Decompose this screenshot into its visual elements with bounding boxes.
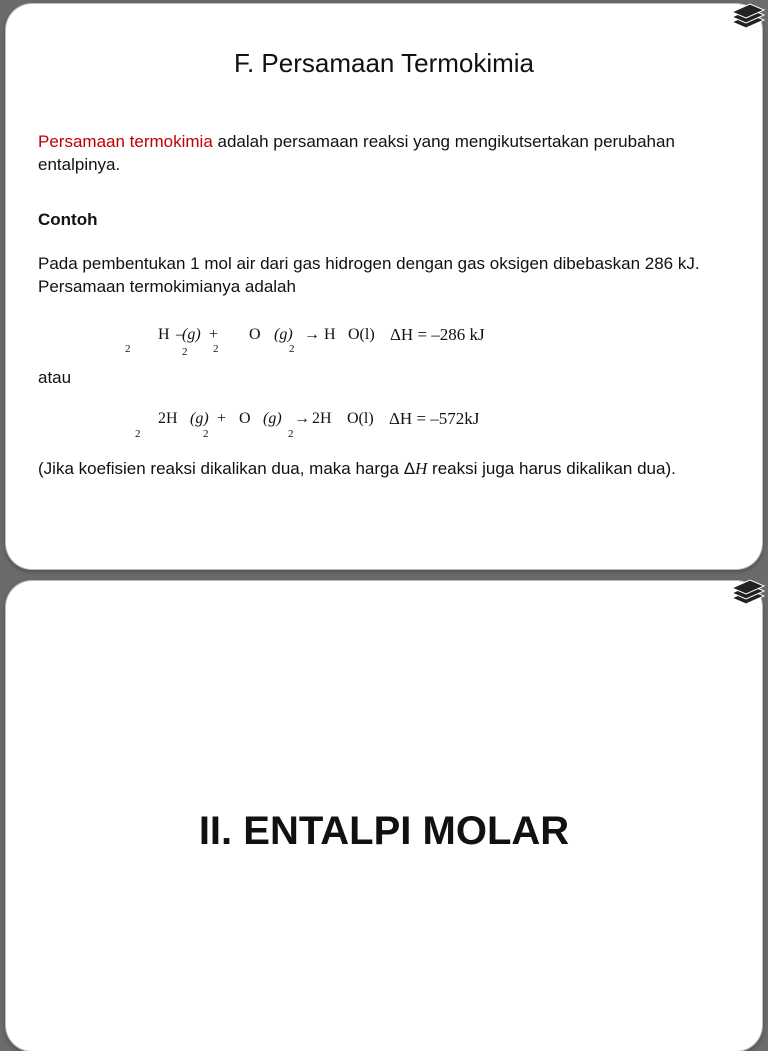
eq2-sub-o2: 2 [288,428,294,440]
eq1-sub-h2o: 2 [289,343,295,355]
note-delta: Δ [403,459,416,478]
eq1-g2: (g) [274,326,293,343]
books-icon [728,2,768,30]
eq2-sub-h2: 2 [203,428,209,440]
example-text: Pada pembentukan 1 mol air dari gas hidrogen dengan gas oksigen dibebaskan 286 kJ. Persamaan termokimianya adalah [38,254,700,296]
eq1-o: O [249,326,261,343]
definition-text: adalah persamaan reaksi yang mengikutsertakan perubahan entalpinya. [38,132,675,174]
eq2-plus: + [217,410,227,427]
note-after: reaksi juga harus dikalikan dua). [427,459,676,478]
slide-persamaan-termokimia [6,4,762,569]
eq1-delta-h: ΔH = –286 kJ [390,325,485,344]
eq1-ol: O(l) [348,326,375,343]
slide-entalpi-molar [6,581,762,1051]
equation-1 [6,322,762,362]
eq2-g1: (g) [190,410,209,427]
note-before: (Jika koefisien reaksi dikalikan dua, maka harga [38,459,404,478]
eq2-sub-left: 2 [135,428,141,440]
eq2-ol: O(l) [347,410,374,427]
eq1-sub-h2: 2 [182,346,188,358]
eq1-arrow: → [304,326,320,343]
eq1-sub-o: 2 [213,343,219,355]
definition-term: Persamaan termokimia [38,132,213,151]
eq2-g2: (g) [263,410,282,427]
eq2-arrow: → [294,410,310,427]
eq2-delta-h: ΔH = –572kJ [389,409,480,428]
eq1-sub-left: 2 [125,343,131,355]
slide-title: II. ENTALPI MOLAR [198,809,570,853]
eq2-o: O [239,410,251,427]
example-heading: Contoh [38,210,98,229]
eq2-product: 2H [312,410,332,427]
eq1-h2: H [324,326,336,343]
note-paragraph [38,457,738,480]
definition-paragraph [38,130,738,176]
note-h: H [415,459,428,478]
eq1-h: H [158,326,170,343]
books-icon [728,578,768,606]
slide-title: F. Persamaan Termokimia [233,48,535,78]
equation-2 [6,406,762,446]
or-text: atau [38,368,72,387]
eq1-g1: (g) [182,326,201,343]
eq1-half: – [176,326,184,343]
eq1-plus: + [209,326,219,343]
eq2-coef-h: 2H [158,410,178,427]
